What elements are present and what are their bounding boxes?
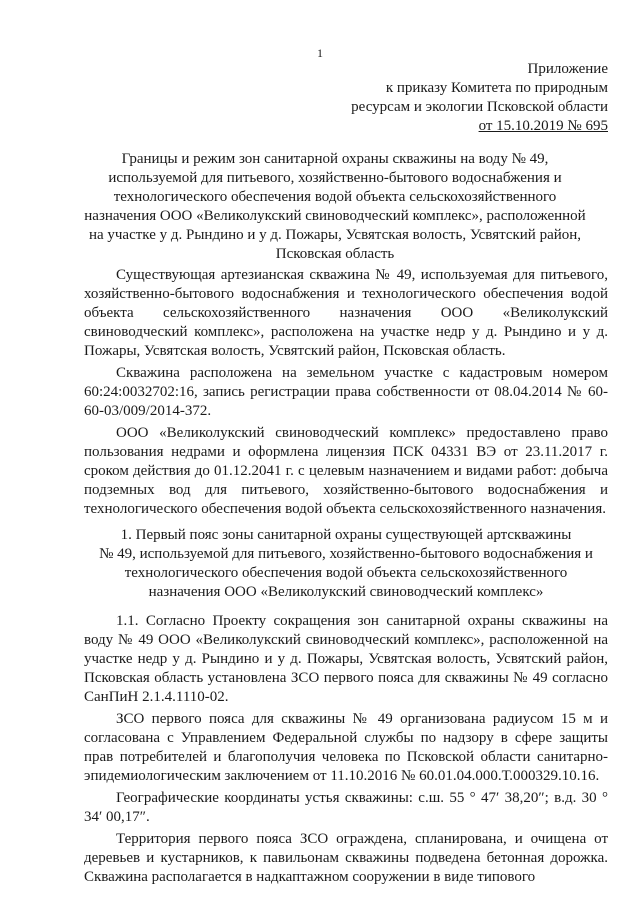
paragraph: 1.1. Согласно Проекту сокращения зон санитарной охраны скважины на воду № 49 ООО «Великолукский свиноводческий комплекс», расположенной на участке недр у д. Рындино и у д. Пожары, Усвятская волость, Усвятский район, Псковская область установлена ЗСО первого пояса для скважины № 49 согласно СанПиН 2.1.4.1110-02.	[84, 613, 608, 705]
section-heading-line: 1. Первый пояс зоны санитарной охраны существующей артскважины	[120, 527, 572, 543]
paragraph: ООО «Великолукский свиноводческий комплекс» предоставлено право пользования недрами и оформлена лицензия ПСК 04331 ВЭ от 23.11.2017 г. сроком действия до 01.12.2041 г. с целевым назначением и видами работ: добыча подземных вод для питьевого, хозяйственно-бытового водоснабжения и технологического обеспечения водой объекта сельскохозяйственного назначения.	[84, 425, 608, 517]
title-line: Псковская область	[275, 246, 395, 262]
paragraph: Территория первого пояса ЗСО ограждена, спланирована, и очищена от деревьев и кустарников, к павильонам скважины подведена бетонная дорожка. Скважина располагается в надкаптажном сооружении в виде типового	[84, 831, 608, 885]
title-line: на участке у д. Рындино и у д. Пожары, Усвятская волость, Усвятский район,	[88, 227, 582, 243]
appendix-line: Приложение	[527, 61, 608, 77]
paragraph: ЗСО первого пояса для скважины № 49 организована радиусом 15 м и согласована с Управлением Федеральной службы по надзору в сфере защиты прав потребителей и благополучия человека по Псковской области санитарно-эпидемиологическим заключением от 11.10.2016 № 60.01.04.000.Т.000329.10.16.	[84, 711, 608, 784]
section-heading-line: технологического обеспечения водой объекта сельскохозяйственного	[124, 565, 568, 581]
section-body	[84, 612, 608, 890]
appendix-line: к приказу Комитета по природным	[385, 80, 608, 96]
section-heading-line: назначения ООО «Великолукский свиноводческий комплекс»	[148, 584, 544, 600]
title-line: Границы и режим зон санитарной охраны скважины на воду № 49,	[121, 151, 549, 167]
appendix-header	[351, 60, 608, 136]
section-heading-line: № 49, используемой для питьевого, хозяйственно-бытового водоснабжения и	[99, 546, 593, 562]
section-heading	[84, 526, 608, 602]
appendix-date-number: от 15.10.2019 № 695	[478, 118, 608, 134]
intro-body	[84, 266, 608, 522]
appendix-line: ресурсам и экологии Псковской области	[351, 99, 608, 115]
document-title	[70, 150, 600, 264]
paragraph: Существующая артезианская скважина № 49, используемая для питьевого, хозяйственно-бытового водоснабжения и технологического обеспечения водой объекта сельскохозяйственного назначения ООО «Великолукский свиноводческий комплекс», расположена на участке недр у д. Рындино и у д. Пожары, Усвятская волость, Усвятский район, Псковская область.	[84, 267, 608, 359]
title-line: используемой для питьевого, хозяйственно-бытового водоснабжения и	[108, 170, 562, 186]
page-number: 1	[317, 46, 323, 60]
paragraph: Географические координаты устья скважины: с.ш. 55 ° 47′ 38,20″; в.д. 30 ° 34′ 00,17″.	[84, 790, 608, 825]
paragraph: Скважина расположена на земельном участке с кадастровым номером 60:24:0032702:16, запись регистрации права собственности от 08.04.2014 № 60-60-03/009/2014-372.	[84, 365, 608, 419]
title-line: технологического обеспечения водой объекта сельскохозяйственного	[113, 189, 557, 205]
title-line: назначения ООО «Великолукский свиноводческий комплекс», расположенной	[84, 208, 586, 224]
